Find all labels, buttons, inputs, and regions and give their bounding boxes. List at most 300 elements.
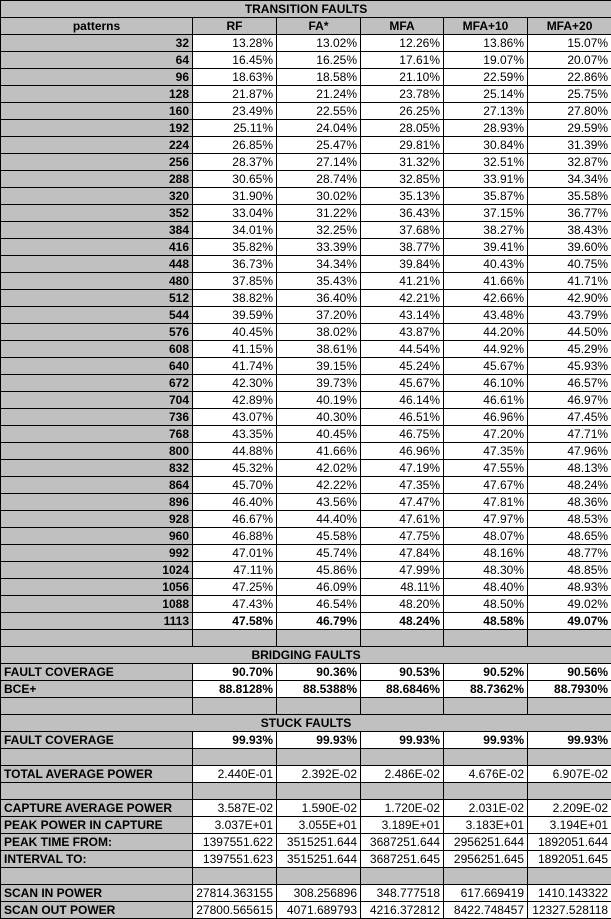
transition-row-value: 41.66% [277, 443, 361, 460]
power-row-value: 2.209E-02 [528, 800, 611, 817]
spacer-row-cell [444, 749, 528, 766]
transition-row-value: 25.11% [193, 120, 277, 137]
bridging-row-label: FAULT COVERAGE [1, 664, 193, 681]
transition-row-value: 12.26% [361, 35, 444, 52]
spacer-row-cell [193, 698, 277, 715]
transition-row-value: 40.45% [193, 324, 277, 341]
transition-row-value: 41.74% [193, 358, 277, 375]
stuck-coverage-row-value: 99.93% [277, 732, 361, 749]
transition-row-label: 416 [1, 239, 193, 256]
spacer-row-label [1, 630, 193, 647]
transition-row-label: 128 [1, 86, 193, 103]
transition-row-value: 41.71% [528, 273, 611, 290]
power-row-label: CAPTURE AVERAGE POWER [1, 800, 193, 817]
transition-row-value: 36.40% [277, 290, 361, 307]
scan-power-row [1, 902, 611, 919]
spacer-row-cell [528, 783, 611, 800]
transition-row-value: 33.91% [444, 171, 528, 188]
transition-row-value: 35.43% [277, 273, 361, 290]
transition-row-value: 45.67% [361, 375, 444, 392]
transition-row-value: 48.36% [528, 494, 611, 511]
scan-power-row-value: 348.777518 [361, 885, 444, 902]
column-header-0: patterns [1, 18, 193, 35]
scan-power-row-value: 1410.143322 [528, 885, 611, 902]
transition-row-value: 46.14% [361, 392, 444, 409]
column-header-2: FA* [277, 18, 361, 35]
power-row-value: 1.720E-02 [361, 800, 444, 817]
power-row-value: 3.037E+01 [193, 817, 277, 834]
transition-row-value: 42.22% [277, 477, 361, 494]
spacer-row-cell [277, 749, 361, 766]
spacer-row-label [1, 783, 193, 800]
power-row-label: INTERVAL TO: [1, 851, 193, 868]
transition-row [1, 290, 611, 307]
transition-row-value: 40.30% [277, 409, 361, 426]
transition-row-value: 34.34% [277, 256, 361, 273]
column-header-1: RF [193, 18, 277, 35]
transition-row-value: 46.51% [361, 409, 444, 426]
transition-row-value: 32.85% [361, 171, 444, 188]
transition-header-row [1, 18, 611, 35]
spacer-row-cell [361, 749, 444, 766]
stuck-faults-title-row [1, 715, 611, 732]
transition-row [1, 52, 611, 69]
transition-row-value: 28.93% [444, 120, 528, 137]
transition-row-value: 42.90% [528, 290, 611, 307]
bridging-row-label: BCE+ [1, 681, 193, 698]
power-row-value: 2956251.645 [444, 851, 528, 868]
transition-row-label: 1024 [1, 562, 193, 579]
power-row-value: 3687251.645 [361, 851, 444, 868]
power-row [1, 851, 611, 868]
spacer-row-cell [361, 783, 444, 800]
transition-row [1, 460, 611, 477]
transition-row-value: 38.61% [277, 341, 361, 358]
transition-row-value: 30.02% [277, 188, 361, 205]
transition-row [1, 137, 611, 154]
transition-row-value: 36.73% [193, 256, 277, 273]
transition-row-value: 29.59% [528, 120, 611, 137]
power-row-value: 1892051.645 [528, 851, 611, 868]
transition-row-label: 320 [1, 188, 193, 205]
bridging-row-value: 88.8128% [193, 681, 277, 698]
stuck-faults-title: STUCK FAULTS [1, 715, 611, 732]
transition-row-value: 48.53% [528, 511, 611, 528]
transition-row-value: 25.14% [444, 86, 528, 103]
bridging-row-value: 90.70% [193, 664, 277, 681]
transition-row-value: 47.81% [444, 494, 528, 511]
scan-power-row-value: 8422.748457 [444, 902, 528, 919]
transition-row-value: 25.75% [528, 86, 611, 103]
transition-row-value: 47.75% [361, 528, 444, 545]
transition-row-value: 31.39% [528, 137, 611, 154]
transition-row-label: 448 [1, 256, 193, 273]
transition-row-value: 35.13% [361, 188, 444, 205]
transition-row [1, 494, 611, 511]
transition-row-value: 36.43% [361, 205, 444, 222]
transition-row-value: 48.40% [444, 579, 528, 596]
transition-row-value: 48.11% [361, 579, 444, 596]
transition-row-value: 41.21% [361, 273, 444, 290]
transition-row-label: 1056 [1, 579, 193, 596]
transition-row [1, 120, 611, 137]
transition-row-value: 30.65% [193, 171, 277, 188]
transition-row-value: 22.86% [528, 69, 611, 86]
total-power-row-value: 2.486E-02 [361, 766, 444, 783]
transition-row [1, 358, 611, 375]
transition-row-value: 16.45% [193, 52, 277, 69]
power-row-label: PEAK POWER IN CAPTURE [1, 817, 193, 834]
transition-row [1, 69, 611, 86]
transition-row-value: 33.04% [193, 205, 277, 222]
total-power-row-value: 4.676E-02 [444, 766, 528, 783]
transition-row-value: 42.89% [193, 392, 277, 409]
transition-row [1, 273, 611, 290]
bridging-row-value: 88.7362% [444, 681, 528, 698]
total-power-row [1, 766, 611, 783]
transition-row-label: 768 [1, 426, 193, 443]
transition-row-label: 224 [1, 137, 193, 154]
transition-row-value: 45.74% [277, 545, 361, 562]
transition-row [1, 154, 611, 171]
transition-row-value: 18.58% [277, 69, 361, 86]
scan-power-row-value: 308.256896 [277, 885, 361, 902]
transition-row-value: 47.01% [193, 545, 277, 562]
transition-row [1, 35, 611, 52]
transition-row [1, 511, 611, 528]
transition-row-value: 29.81% [361, 137, 444, 154]
transition-row [1, 528, 611, 545]
transition-row [1, 324, 611, 341]
transition-row-value: 36.77% [528, 205, 611, 222]
transition-row-value: 42.21% [361, 290, 444, 307]
spacer-row-cell [444, 698, 528, 715]
transition-row-value: 23.78% [361, 86, 444, 103]
transition-row-value: 31.32% [361, 154, 444, 171]
transition-row-value: 26.85% [193, 137, 277, 154]
spacer-row-cell [528, 749, 611, 766]
transition-row-value: 34.01% [193, 222, 277, 239]
transition-row-value: 40.75% [528, 256, 611, 273]
transition-row-value: 32.87% [528, 154, 611, 171]
transition-row-value: 47.19% [361, 460, 444, 477]
spacer-row-cell [277, 783, 361, 800]
transition-row-value: 47.45% [528, 409, 611, 426]
transition-row-value: 47.35% [444, 443, 528, 460]
transition-row-value: 39.73% [277, 375, 361, 392]
spacer-row-cell [361, 630, 444, 647]
stuck-coverage-row-value: 99.93% [193, 732, 277, 749]
transition-row-label: 832 [1, 460, 193, 477]
transition-row-value: 42.66% [444, 290, 528, 307]
power-row [1, 800, 611, 817]
transition-row-value: 48.93% [528, 579, 611, 596]
transition-row-value: 38.43% [528, 222, 611, 239]
transition-row-value: 28.74% [277, 171, 361, 188]
transition-row-value: 40.45% [277, 426, 361, 443]
spacer-row [1, 630, 611, 647]
transition-row-value: 47.61% [361, 511, 444, 528]
spacer-row [1, 749, 611, 766]
transition-row-value: 13.02% [277, 35, 361, 52]
transition-row-value: 45.24% [361, 358, 444, 375]
transition-row [1, 409, 611, 426]
transition-row-value: 47.43% [193, 596, 277, 613]
power-row-value: 3.587E-02 [193, 800, 277, 817]
transition-row-value: 43.48% [444, 307, 528, 324]
power-row-value: 3515251.644 [277, 851, 361, 868]
power-row-value: 3515251.644 [277, 834, 361, 851]
transition-row-value: 43.79% [528, 307, 611, 324]
transition-row-value: 46.97% [528, 392, 611, 409]
transition-row-value: 21.10% [361, 69, 444, 86]
transition-row-value: 38.02% [277, 324, 361, 341]
spacer-row-label [1, 749, 193, 766]
transition-row-value: 27.14% [277, 154, 361, 171]
transition-row [1, 188, 611, 205]
total-power-row-value: 2.440E-01 [193, 766, 277, 783]
transition-row [1, 443, 611, 460]
transition-row-value: 47.55% [444, 460, 528, 477]
transition-row-value: 46.96% [444, 409, 528, 426]
transition-row-label: 992 [1, 545, 193, 562]
transition-row-value: 34.34% [528, 171, 611, 188]
transition-row-value: 45.32% [193, 460, 277, 477]
spacer-row [1, 868, 611, 885]
transition-row-value: 38.77% [361, 239, 444, 256]
power-row-value: 3687251.644 [361, 834, 444, 851]
transition-row-value: 48.65% [528, 528, 611, 545]
power-row-value: 2.031E-02 [444, 800, 528, 817]
power-row-value: 3.189E+01 [361, 817, 444, 834]
transition-row-value: 44.54% [361, 341, 444, 358]
spacer-row-cell [193, 630, 277, 647]
transition-row-value: 46.57% [528, 375, 611, 392]
column-header-3: MFA [361, 18, 444, 35]
transition-row-value: 46.09% [277, 579, 361, 596]
transition-row-value: 40.43% [444, 256, 528, 273]
stuck-coverage-row-value: 99.93% [361, 732, 444, 749]
transition-row [1, 86, 611, 103]
transition-row-value: 45.93% [528, 358, 611, 375]
transition-final-row-value: 49.07% [528, 613, 611, 630]
transition-row-value: 41.15% [193, 341, 277, 358]
transition-row-value: 13.28% [193, 35, 277, 52]
transition-row-value: 45.67% [444, 358, 528, 375]
transition-row [1, 392, 611, 409]
bridging-row-value: 88.7930% [528, 681, 611, 698]
spacer-row-cell [193, 868, 277, 885]
transition-row-value: 39.84% [361, 256, 444, 273]
transition-row-label: 960 [1, 528, 193, 545]
stuck-coverage-row-value: 99.93% [528, 732, 611, 749]
transition-row-value: 47.99% [361, 562, 444, 579]
spacer-row-cell [277, 868, 361, 885]
total-power-row-value: 2.392E-02 [277, 766, 361, 783]
transition-row-value: 16.25% [277, 52, 361, 69]
transition-row-label: 64 [1, 52, 193, 69]
transition-row-label: 480 [1, 273, 193, 290]
transition-final-row [1, 613, 611, 630]
transition-row [1, 239, 611, 256]
transition-row-value: 18.63% [193, 69, 277, 86]
transition-row [1, 596, 611, 613]
bridging-row-value: 90.52% [444, 664, 528, 681]
transition-row-label: 704 [1, 392, 193, 409]
transition-row-value: 48.16% [444, 545, 528, 562]
transition-row-value: 48.24% [528, 477, 611, 494]
bridging-row-value: 90.56% [528, 664, 611, 681]
spacer-row-cell [444, 783, 528, 800]
transition-row-label: 96 [1, 69, 193, 86]
transition-row-value: 48.85% [528, 562, 611, 579]
transition-row-value: 46.88% [193, 528, 277, 545]
power-row [1, 834, 611, 851]
transition-row-value: 32.25% [277, 222, 361, 239]
transition-row-value: 15.07% [528, 35, 611, 52]
scan-power-row [1, 885, 611, 902]
transition-row-value: 43.35% [193, 426, 277, 443]
power-row-value: 3.055E+01 [277, 817, 361, 834]
transition-row-value: 43.56% [277, 494, 361, 511]
spacer-row-cell [361, 868, 444, 885]
transition-row-value: 35.87% [444, 188, 528, 205]
transition-row-value: 20.07% [528, 52, 611, 69]
spacer-row-cell [528, 630, 611, 647]
transition-row-value: 48.77% [528, 545, 611, 562]
total-power-row-value: 6.907E-02 [528, 766, 611, 783]
transition-row [1, 103, 611, 120]
transition-row-value: 47.96% [528, 443, 611, 460]
transition-row [1, 307, 611, 324]
spacer-row-cell [277, 630, 361, 647]
transition-row-value: 22.59% [444, 69, 528, 86]
transition-row-label: 512 [1, 290, 193, 307]
transition-row-value: 47.11% [193, 562, 277, 579]
transition-row-value: 43.07% [193, 409, 277, 426]
spacer-row [1, 783, 611, 800]
transition-row-value: 39.59% [193, 307, 277, 324]
transition-row [1, 341, 611, 358]
power-row-value: 1892051.644 [528, 834, 611, 851]
transition-row [1, 426, 611, 443]
transition-row-value: 49.02% [528, 596, 611, 613]
transition-row-value: 47.25% [193, 579, 277, 596]
transition-row [1, 562, 611, 579]
transition-row [1, 171, 611, 188]
transition-row-value: 44.20% [444, 324, 528, 341]
transition-row-value: 25.47% [277, 137, 361, 154]
transition-row-label: 864 [1, 477, 193, 494]
transition-row-value: 33.39% [277, 239, 361, 256]
spacer-row [1, 698, 611, 715]
transition-row-label: 192 [1, 120, 193, 137]
transition-row-value: 37.85% [193, 273, 277, 290]
scan-power-row-value: 27814.363155 [193, 885, 277, 902]
spacer-row-cell [193, 749, 277, 766]
transition-row-label: 544 [1, 307, 193, 324]
transition-row-label: 896 [1, 494, 193, 511]
transition-row-value: 47.35% [361, 477, 444, 494]
transition-row [1, 545, 611, 562]
power-row-value: 3.194E+01 [528, 817, 611, 834]
bridging-row [1, 664, 611, 681]
transition-row-value: 28.37% [193, 154, 277, 171]
transition-row-label: 160 [1, 103, 193, 120]
transition-row-value: 45.86% [277, 562, 361, 579]
scan-power-row-label: SCAN OUT POWER [1, 902, 193, 919]
transition-row-value: 28.05% [361, 120, 444, 137]
transition-row-value: 45.29% [528, 341, 611, 358]
transition-row [1, 222, 611, 239]
transition-row-value: 27.80% [528, 103, 611, 120]
spacer-row-cell [528, 868, 611, 885]
spacer-row-label [1, 698, 193, 715]
transition-row-label: 736 [1, 409, 193, 426]
transition-row-label: 608 [1, 341, 193, 358]
transition-row-label: 32 [1, 35, 193, 52]
transition-row-value: 47.71% [528, 426, 611, 443]
bridging-row [1, 681, 611, 698]
transition-row-value: 21.87% [193, 86, 277, 103]
power-row-value: 2956251.644 [444, 834, 528, 851]
transition-row-label: 800 [1, 443, 193, 460]
scan-power-row-label: SCAN IN POWER [1, 885, 193, 902]
transition-row-value: 35.82% [193, 239, 277, 256]
transition-row-value: 46.40% [193, 494, 277, 511]
scan-power-row-value: 12327.528118 [528, 902, 611, 919]
power-row-value: 1397551.622 [193, 834, 277, 851]
transition-row-label: 384 [1, 222, 193, 239]
transition-row-value: 30.84% [444, 137, 528, 154]
transition-row-value: 37.15% [444, 205, 528, 222]
transition-row-value: 45.70% [193, 477, 277, 494]
bridging-row-value: 90.53% [361, 664, 444, 681]
transition-row-value: 24.04% [277, 120, 361, 137]
transition-row-value: 38.27% [444, 222, 528, 239]
bridging-row-value: 88.5388% [277, 681, 361, 698]
transition-row-value: 48.07% [444, 528, 528, 545]
transition-row-value: 46.54% [277, 596, 361, 613]
transition-row-value: 31.22% [277, 205, 361, 222]
transition-row-value: 47.20% [444, 426, 528, 443]
transition-row-value: 44.40% [277, 511, 361, 528]
transition-final-row-value: 46.79% [277, 613, 361, 630]
transition-row-value: 41.66% [444, 273, 528, 290]
transition-row-value: 39.41% [444, 239, 528, 256]
transition-row-label: 288 [1, 171, 193, 188]
transition-row-label: 672 [1, 375, 193, 392]
transition-final-row-value: 48.24% [361, 613, 444, 630]
spacer-row-label [1, 868, 193, 885]
transition-row-value: 43.14% [361, 307, 444, 324]
transition-row-value: 42.02% [277, 460, 361, 477]
spacer-row-cell [444, 630, 528, 647]
bridging-faults-title: BRIDGING FAULTS [1, 647, 611, 664]
transition-row-value: 48.13% [528, 460, 611, 477]
transition-row-value: 44.50% [528, 324, 611, 341]
transition-final-row-label: 1113 [1, 613, 193, 630]
spacer-row-cell [277, 698, 361, 715]
transition-row-value: 47.47% [361, 494, 444, 511]
transition-row-value: 35.58% [528, 188, 611, 205]
transition-final-row-value: 48.58% [444, 613, 528, 630]
transition-row-value: 45.58% [277, 528, 361, 545]
stuck-coverage-row [1, 732, 611, 749]
transition-row [1, 579, 611, 596]
transition-row-value: 27.13% [444, 103, 528, 120]
spacer-row-cell [528, 698, 611, 715]
